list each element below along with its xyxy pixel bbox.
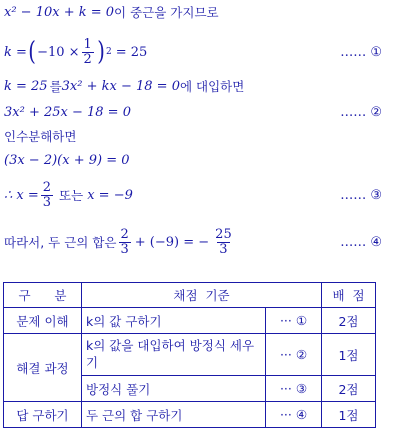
table-row	[4, 334, 376, 376]
equation-3: 3x² + 25x − 18 = 0	[4, 104, 131, 120]
row-score: 1점	[322, 402, 376, 428]
solution-line-8	[4, 220, 392, 264]
table-header-row	[4, 283, 376, 308]
sum-middle: + (−9) = −	[134, 234, 210, 250]
row-category: 답 구하기	[4, 402, 82, 428]
fraction-numerator: 1	[83, 36, 92, 52]
solution-line-5	[4, 126, 392, 146]
row-score: 2점	[322, 308, 376, 334]
row-step: ··· ②	[266, 334, 322, 376]
k-equals: k =	[4, 44, 27, 60]
row-category: 문제 이해	[4, 308, 82, 334]
marker-1: …… ①	[340, 44, 382, 60]
fraction-25-thirds	[213, 228, 234, 256]
particle-reul: 를	[49, 79, 62, 94]
close-paren: )	[97, 37, 105, 67]
fraction-numerator: 2	[120, 226, 129, 242]
therefore-x: ∴ x =	[4, 187, 39, 203]
condition-text: 이 중근을 가지므로	[114, 5, 219, 20]
marker-2: …… ②	[340, 104, 382, 120]
factored-equation: (3x − 2)(x + 9) = 0	[4, 152, 130, 168]
sum-text: 따라서, 두 근의 합은	[4, 235, 117, 250]
solution-line-4	[4, 102, 392, 122]
row-category: 해결 과정	[4, 334, 82, 402]
row-criterion: k의 값 구하기	[82, 308, 266, 334]
marker-4: …… ④	[340, 234, 382, 250]
open-paren: (	[28, 37, 36, 67]
fraction-two-thirds-2	[119, 228, 131, 256]
paren-inner: −10 ×	[37, 44, 80, 60]
k-value: k = 25	[4, 78, 48, 94]
row-criterion: k의 값을 대입하여 방정식 세우기	[82, 334, 266, 376]
x-minus-9: x = −9	[87, 187, 133, 203]
row-step: ··· ④	[266, 402, 322, 428]
row-score: 1점	[322, 334, 376, 376]
marker-3: …… ③	[340, 187, 382, 203]
solution-line-3	[4, 76, 392, 96]
row-score: 2점	[322, 376, 376, 402]
fraction-numerator: 2	[42, 179, 52, 195]
substitute-text: 에 대입하면	[179, 79, 245, 94]
solution-line-1	[4, 2, 392, 22]
solution-line-2: k = ( −10 × $\frac{1}{2}$ ) 2 = 25 …… ①	[4, 36, 382, 67]
header-score: 배 점	[322, 283, 376, 308]
equation-2: 3x² + kx − 18 = 0	[61, 78, 180, 94]
fraction-half	[82, 38, 94, 66]
row-step: ··· ③	[266, 376, 322, 402]
fraction-denominator: 2	[83, 51, 92, 67]
table-row	[4, 402, 376, 428]
header-category: 구 분	[4, 283, 82, 308]
fraction-denominator: 3	[42, 194, 52, 210]
fraction-denominator: 3	[120, 241, 129, 257]
factorize-text: 인수분해하면	[4, 129, 77, 144]
fraction-two-thirds	[41, 181, 53, 209]
or-text: 또는	[59, 188, 84, 203]
fraction-numerator: 25	[215, 226, 232, 242]
header-criteria: 채점 기준	[82, 283, 322, 308]
grading-table	[3, 282, 376, 428]
solution-line-7	[4, 175, 392, 215]
solution-line-6	[4, 150, 392, 170]
row-criterion: 두 근의 합 구하기	[82, 402, 266, 428]
equation-1: x² − 10x + k = 0	[4, 4, 115, 20]
row-criterion: 방정식 풀기	[82, 376, 266, 402]
result-25: = 25	[115, 44, 148, 60]
row-step: ··· ①	[266, 308, 322, 334]
table-row	[4, 308, 376, 334]
fraction-denominator: 3	[219, 241, 228, 257]
